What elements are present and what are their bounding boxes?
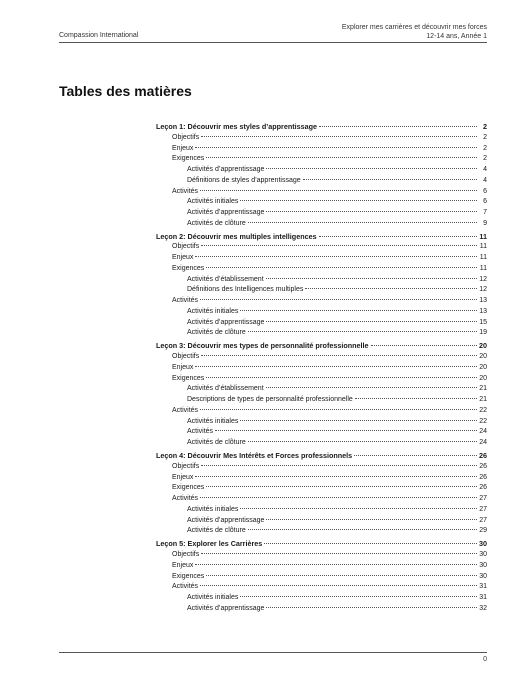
toc-entry-page: 4 [483, 166, 487, 173]
toc-entry-page: 20 [479, 363, 487, 371]
toc-dot-leader [195, 256, 477, 257]
toc-entry-label: Leçon 1: Découvrir mes styles d’apprentissage [156, 122, 317, 131]
toc-dot-leader [195, 147, 477, 148]
toc-entry-page: 2 [483, 133, 487, 141]
toc-entry[interactable] [156, 176, 487, 187]
toc-dot-leader [266, 387, 477, 388]
toc-entry[interactable] [156, 187, 487, 198]
toc-entry-label: Enjeux [172, 363, 194, 371]
toc-entry-page: 31 [479, 583, 487, 591]
toc-entry-page: 30 [479, 572, 487, 580]
toc-entry-label: Activités [172, 495, 199, 503]
toc-entry-page: 22 [479, 417, 487, 425]
toc-entry-page: 6 [483, 187, 487, 195]
header-document-info [342, 23, 487, 41]
toc-entry[interactable] [156, 165, 487, 176]
toc-entry[interactable] [156, 374, 487, 385]
toc-entry-label: Activités initiales [187, 417, 239, 425]
toc-dot-leader [266, 211, 477, 212]
toc-dot-leader [200, 585, 477, 586]
toc-entry[interactable] [156, 483, 487, 494]
toc-dot-leader [240, 310, 477, 311]
toc-entry[interactable] [156, 561, 487, 572]
toc-dot-leader [266, 278, 477, 279]
toc-entry[interactable] [156, 494, 487, 505]
toc-entry[interactable] [156, 604, 487, 615]
toc-dot-leader [355, 398, 477, 399]
toc-entry-label: Activités d’apprentissage [187, 209, 265, 216]
toc-entry-label: Leçon 3: Découvrir mes types de personnalité professionnelle [156, 341, 369, 351]
toc-dot-leader [248, 331, 477, 332]
toc-entry-label: Activités [172, 297, 199, 305]
toc-entry-page: 6 [483, 198, 487, 206]
toc-entry[interactable] [156, 505, 487, 516]
header-document-title: Explorer mes carrières et découvrir mes forces [341, 24, 487, 31]
toc-dot-leader [206, 157, 477, 158]
toc-entry-label: Activités [187, 428, 214, 436]
toc-dot-leader [371, 345, 478, 346]
toc-entry-label: Exigences [172, 484, 205, 492]
toc-dot-leader [201, 465, 477, 466]
toc-dot-leader [200, 497, 477, 498]
toc-entry[interactable] [156, 363, 487, 374]
toc-entry-label: Activités d’établissement [187, 385, 264, 393]
toc-entry-label: Activités de clôture [187, 439, 246, 447]
toc-entry-label: Objectifs [172, 243, 200, 251]
toc-entry-page: 13 [479, 307, 487, 315]
toc-entry[interactable] [156, 582, 487, 593]
toc-entry-label: Leçon 5: Explorer les Carrières [156, 539, 263, 549]
toc-dot-leader [240, 200, 477, 201]
toc-entry-page: 19 [479, 329, 487, 337]
toc-entry-label: Activités d’apprentissage [187, 516, 265, 524]
toc-dot-leader [195, 366, 477, 367]
toc-entry[interactable] [156, 197, 487, 208]
toc-entry-page: 26 [479, 473, 487, 481]
toc-entry-page: 15 [479, 318, 487, 326]
toc-dot-leader [319, 126, 477, 127]
toc-dot-leader [206, 575, 477, 576]
toc-entry[interactable] [156, 242, 487, 253]
toc-dot-leader [266, 519, 477, 520]
toc-entry-label: Exigences [172, 374, 205, 382]
toc-entry[interactable] [156, 572, 487, 583]
toc-entry-page: 21 [479, 396, 487, 404]
footer-page-number: 0 [483, 656, 487, 663]
toc-dot-leader [266, 321, 477, 322]
toc-entry[interactable] [156, 253, 487, 264]
toc-entry-page: 11 [479, 254, 487, 262]
toc-dot-leader [303, 179, 477, 180]
toc-entry-page: 20 [479, 353, 487, 361]
toc-entry-label: Objectifs [172, 353, 200, 361]
toc-entry[interactable] [156, 264, 487, 275]
toc-entry-page: 22 [479, 406, 487, 414]
toc-entry[interactable] [156, 307, 487, 318]
toc-title: Tables des matières [59, 83, 192, 99]
toc-dot-leader [201, 553, 477, 554]
toc-entry-page: 20 [479, 374, 487, 382]
toc-entry-page: 12 [479, 286, 487, 294]
toc-entry-page: 27 [479, 505, 487, 513]
footer-divider [59, 652, 487, 653]
toc-entry-page: 13 [479, 297, 487, 305]
toc-entry-label: Enjeux [172, 254, 194, 262]
toc-entry-label: Activités [172, 583, 199, 591]
toc-entry[interactable] [156, 144, 487, 155]
toc-entry[interactable] [156, 516, 487, 527]
toc-entry-page: 29 [479, 527, 487, 535]
toc-entry-label: Activités d’apprentissage [187, 604, 265, 612]
toc-entry-page: 26 [479, 462, 487, 470]
table-of-contents [156, 122, 487, 615]
toc-entry-label: Activités initiales [187, 198, 239, 206]
toc-entry-page: 11 [479, 231, 487, 241]
toc-lesson-entry[interactable] [156, 451, 487, 462]
toc-entry-label: Activités d’établissement [187, 275, 264, 283]
toc-entry-page: 2 [483, 155, 487, 163]
toc-entry-label: Objectifs [172, 133, 200, 141]
toc-entry-page: 30 [479, 539, 487, 549]
toc-dot-leader [201, 136, 477, 137]
toc-dot-leader [319, 236, 477, 237]
toc-entry-label: Activités d’apprentissage [187, 318, 265, 326]
toc-entry-label: Objectifs [172, 551, 200, 558]
toc-entry[interactable] [156, 352, 487, 363]
toc-entry[interactable] [156, 526, 487, 537]
toc-dot-leader [206, 267, 477, 268]
toc-entry-page: 30 [479, 551, 487, 558]
toc-dot-leader [201, 245, 477, 246]
toc-entry-page: 26 [479, 484, 487, 492]
toc-dot-leader [200, 299, 477, 300]
toc-entry[interactable] [156, 275, 487, 286]
toc-entry-page: 21 [479, 385, 487, 393]
toc-dot-leader [248, 529, 477, 530]
toc-dot-leader [200, 190, 477, 191]
header-document-audience: 12-14 ans, Année 1 [426, 33, 487, 40]
toc-entry-label: Activités [172, 187, 199, 195]
toc-entry[interactable] [156, 328, 487, 339]
toc-dot-leader [266, 168, 477, 169]
toc-entry[interactable] [156, 593, 487, 604]
toc-entry[interactable] [156, 219, 487, 230]
toc-lesson-entry[interactable] [156, 232, 487, 243]
toc-entry[interactable] [156, 133, 487, 144]
toc-entry-label: Activités initiales [187, 594, 239, 601]
toc-entry-label: Activités de clôture [187, 329, 246, 337]
toc-entry-page: 30 [479, 561, 487, 569]
toc-dot-leader [305, 288, 477, 289]
toc-entry-label: Enjeux [172, 144, 194, 152]
toc-entry-page: 11 [479, 243, 487, 251]
toc-entry-label: Descriptions de types de personnalité professionnelle [187, 396, 353, 404]
toc-lesson-entry[interactable] [156, 539, 487, 550]
toc-entry[interactable] [156, 296, 487, 307]
toc-dot-leader [264, 543, 477, 544]
toc-entry-label: Objectifs [172, 462, 200, 470]
toc-entry-label: Activités initiales [187, 505, 239, 513]
toc-dot-leader [200, 409, 477, 410]
toc-dot-leader [206, 377, 477, 378]
toc-entry-label: Leçon 4: Découvrir Mes Intérêts et Forces professionnels [156, 451, 353, 461]
toc-entry-page: 24 [479, 428, 487, 436]
toc-entry[interactable] [156, 318, 487, 329]
header-organization: Compassion International [59, 32, 139, 39]
toc-entry-label: Activités de clôture [187, 219, 246, 227]
header-divider [59, 42, 487, 43]
toc-dot-leader [215, 430, 477, 431]
toc-lesson-entry[interactable] [156, 341, 487, 352]
toc-entry-label: Activités initiales [187, 307, 239, 315]
toc-entry[interactable] [156, 395, 487, 406]
toc-entry-page: 2 [483, 144, 487, 152]
toc-entry-label: Activités d’apprentissage [187, 166, 265, 173]
toc-entry-page: 31 [479, 594, 487, 601]
toc-entry-page: 2 [483, 122, 487, 131]
toc-entry[interactable] [156, 406, 487, 417]
toc-entry-page: 4 [483, 176, 487, 184]
toc-dot-leader [240, 420, 477, 421]
toc-entry-label: Leçon 2: Découvrir mes multiples intelligences [156, 231, 317, 241]
toc-lesson-entry[interactable] [156, 122, 487, 133]
toc-entry-page: 9 [483, 219, 487, 227]
toc-entry-page: 27 [479, 495, 487, 503]
toc-dot-leader [195, 564, 477, 565]
toc-entry-label: Exigences [172, 264, 205, 272]
toc-entry[interactable] [156, 384, 487, 395]
toc-entry-label: Exigences [172, 572, 205, 580]
toc-dot-leader [354, 455, 477, 456]
toc-entry-page: 20 [479, 341, 487, 351]
toc-entry[interactable] [156, 154, 487, 165]
toc-dot-leader [195, 476, 477, 477]
toc-entry-label: Enjeux [172, 561, 194, 569]
toc-entry-label: Activités de clôture [187, 527, 246, 535]
toc-entry-label: Activités [172, 406, 199, 414]
toc-dot-leader [248, 441, 477, 442]
toc-dot-leader [201, 355, 477, 356]
toc-dot-leader [266, 607, 477, 608]
toc-entry[interactable] [156, 427, 487, 438]
toc-entry-label: Exigences [172, 155, 205, 163]
toc-entry[interactable] [156, 208, 487, 219]
toc-dot-leader [248, 222, 477, 223]
toc-entry[interactable] [156, 438, 487, 449]
toc-entry-page: 27 [479, 516, 487, 524]
toc-dot-leader [240, 508, 477, 509]
toc-entry-label: Définitions de styles d’apprentissage [187, 176, 301, 184]
toc-entry-page: 11 [479, 264, 487, 272]
toc-entry-page: 32 [479, 604, 487, 612]
toc-entry[interactable] [156, 473, 487, 484]
toc-entry-page: 24 [479, 439, 487, 447]
toc-entry-page: 26 [479, 451, 487, 461]
toc-dot-leader [206, 486, 477, 487]
toc-entry-label: Définitions des Intelligences multiples [187, 286, 304, 294]
toc-entry-page: 7 [483, 209, 487, 216]
toc-entry[interactable] [156, 462, 487, 473]
toc-entry-label: Enjeux [172, 473, 194, 481]
toc-entry[interactable] [156, 550, 487, 561]
toc-entry[interactable] [156, 417, 487, 428]
toc-entry[interactable] [156, 285, 487, 296]
toc-dot-leader [240, 596, 477, 597]
toc-entry-page: 12 [479, 275, 487, 283]
